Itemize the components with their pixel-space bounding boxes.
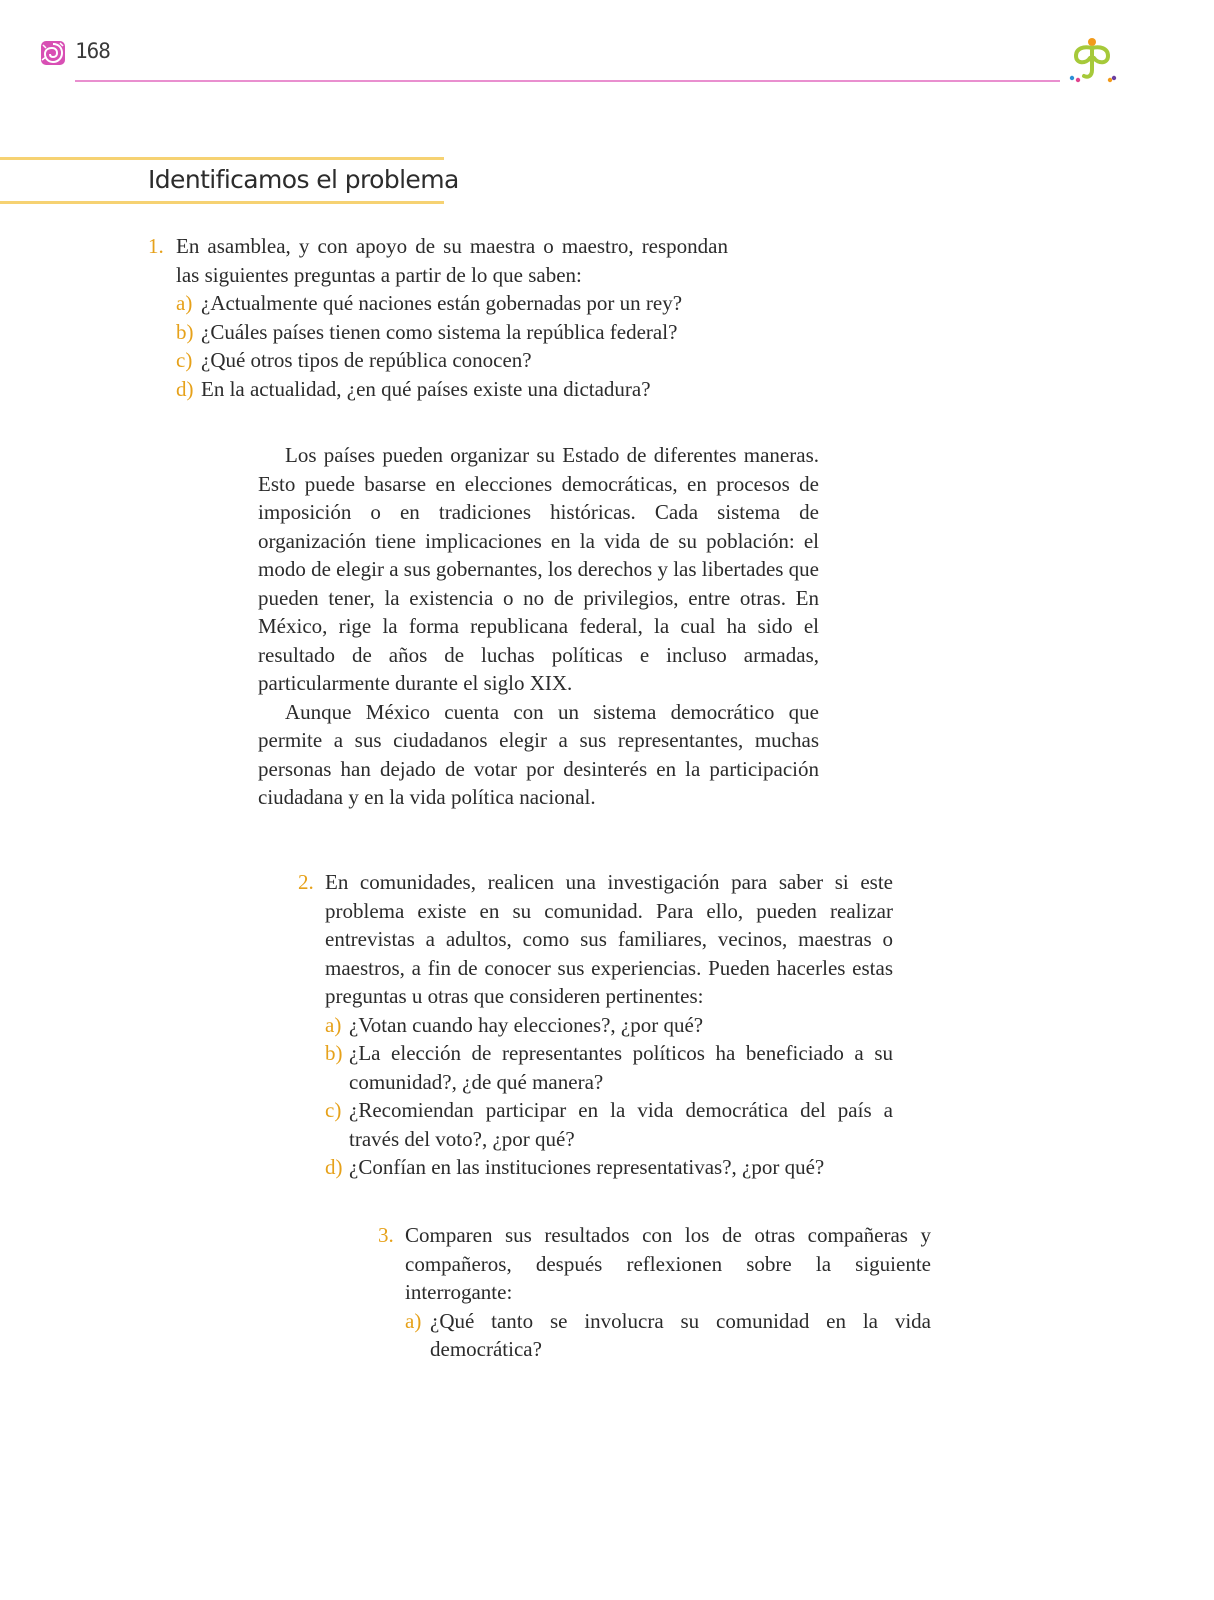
list-item xyxy=(148,289,728,318)
list-item xyxy=(148,318,728,347)
page-number: 168 xyxy=(75,39,110,63)
list-item xyxy=(148,375,728,404)
list-item xyxy=(298,1011,893,1040)
item-text: ¿Recomiendan participar en la vida democrática del país a través del voto?, ¿por qué? xyxy=(349,1098,893,1151)
question-1 xyxy=(148,232,728,403)
paragraph: Los países pueden organizar su Estado de diferentes maneras. Esto puede basarse en elecciones democráticas, en procesos de imposición o en tradiciones históricas. Cada sistema de organización tiene implicaciones en la vida de su población: el modo de elegir a sus gobernantes, los derechos y las libertades que pueden tener, la existencia o no de privilegios, entre otras. En México, rige la forma republicana federal, la cual ha sido el resultado de años de luchas políticas e incluso armadas, particularmente durante el siglo XIX. xyxy=(258,443,820,695)
list-item xyxy=(298,1096,893,1153)
item-label: d) xyxy=(176,376,194,401)
item-label: d) xyxy=(325,1155,343,1179)
item-text: ¿Qué otros tipos de república conocen? xyxy=(201,348,532,372)
item-label: a) xyxy=(405,1308,422,1333)
item-label: c) xyxy=(176,348,193,372)
section-title: Identificamos el problema xyxy=(148,165,459,194)
header-rule xyxy=(75,80,1060,82)
question-number: 3. xyxy=(378,1223,394,1247)
question-2 xyxy=(298,868,893,1182)
item-label: c) xyxy=(325,1098,342,1122)
question-number: 1. xyxy=(148,234,164,258)
item-label: a) xyxy=(176,291,193,315)
item-label: a) xyxy=(325,1012,342,1037)
list-item xyxy=(298,1039,893,1096)
question-text: En comunidades, realicen una investigación para saber si este problema existe en su comunidad. Para ello, pueden realizar entrevistas a adultos, como sus familiares, vecinos, maestras o maestros, a fin de conocer sus experiencias. Pueden hacerles estas preguntas u otras que consideren pertinentes: xyxy=(325,870,893,1008)
item-text: ¿Qué tanto se involucra su comunidad en la vida democrática? xyxy=(430,1308,931,1361)
item-text: ¿Confían en las instituciones representativas?, ¿por qué? xyxy=(349,1155,825,1179)
brand-logo-icon xyxy=(1066,34,1118,86)
list-item xyxy=(148,346,728,375)
item-label: b) xyxy=(176,319,194,344)
item-text: ¿Cuáles países tienen como sistema la república federal? xyxy=(201,319,678,344)
item-text: En la actualidad, ¿en qué países existe una dictadura? xyxy=(201,376,651,401)
question-text: Comparen sus resultados con los de otras compañeras y compañeros, después reflexionen sobre la siguiente interrogante: xyxy=(405,1223,931,1304)
question-2-stem xyxy=(298,868,893,1011)
item-text: ¿Votan cuando hay elecciones?, ¿por qué? xyxy=(349,1012,704,1037)
question-number: 2. xyxy=(298,870,314,894)
title-rule-top xyxy=(0,157,444,160)
title-rule-bottom xyxy=(0,201,444,204)
list-item xyxy=(298,1153,893,1182)
paragraph: Aunque México cuenta con un sistema democrático que permite a sus ciudadanos elegir a sus representantes, muchas personas han dejado de votar por desinterés en la participación ciudadana y en la vida política nacional. xyxy=(258,699,819,809)
list-item xyxy=(378,1307,931,1364)
question-text: En asamblea, y con apoyo de su maestra o maestro, respondan las siguientes preguntas a partir de lo que saben: xyxy=(176,234,728,287)
question-3 xyxy=(378,1221,931,1364)
question-1-stem xyxy=(148,232,728,289)
item-text: ¿Actualmente qué naciones están gobernadas por un rey? xyxy=(201,291,683,315)
question-3-stem xyxy=(378,1221,931,1307)
ornament-icon xyxy=(40,40,66,66)
item-label: b) xyxy=(325,1041,343,1065)
body-text xyxy=(258,441,819,812)
item-text: ¿La elección de representantes políticos ha beneficiado a su comunidad?, ¿de qué manera? xyxy=(349,1041,893,1094)
